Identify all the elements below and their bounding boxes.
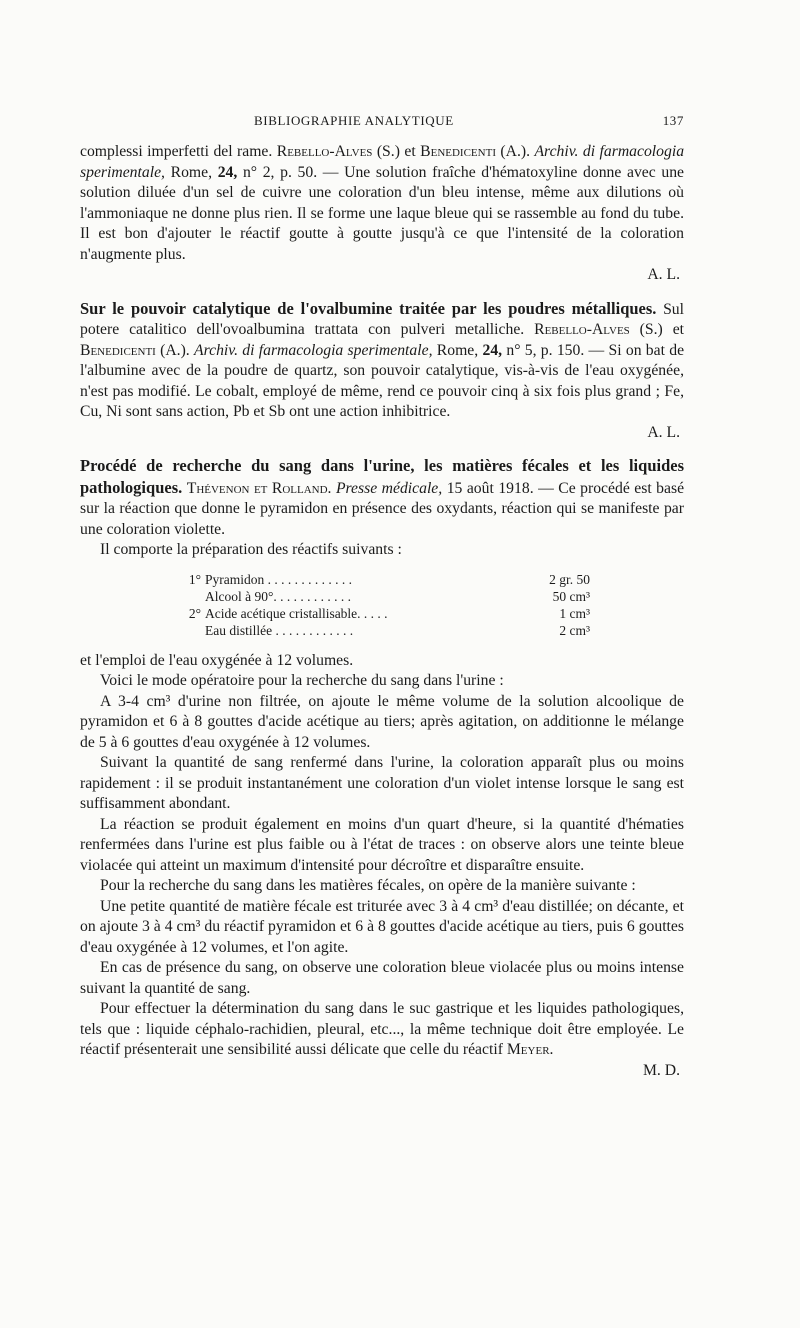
signature: A. L. [647,266,680,283]
volume: 24, [217,163,238,181]
running-header [80,113,684,133]
journal-title: Archiv. di farmacologia sperimentale, [80,143,685,181]
signature-line [80,1061,684,1082]
article-sang-urine: Procédé de recherche du sang dans l'urine, les matières fécales et les liquides pathologiques. Thévenon et Rolland. Presse médicale, 15 août 1918. — Ce procédé est basé sur la réaction que donne le pyramidon en présence des oxydants, réaction qui se manifeste par une coloration violette. [80,456,685,538]
page-body [80,142,684,1081]
header-title: BIBLIOGRAPHIE ANALYTIQUE [254,113,454,128]
reagent-list [80,571,684,639]
paragraph: En cas de présence du sang, on observe une coloration bleue violacée plus ou moins intense suivant la quantité de sang. [80,959,684,997]
author: Thévenon et Rolland. [186,479,332,497]
signature-line [80,265,684,286]
paragraph: Voici le mode opératoire pour la recherche du sang dans l'urine : [100,672,504,689]
signature-line [80,423,684,444]
volume: 24, [482,341,503,359]
paragraph: et l'emploi de l'eau oxygénée à 12 volumes. [80,651,354,669]
signature: M. D. [642,1061,680,1079]
reagent-row: Alcool à 90°. . . . . . . . . . . . 50 cm³ [205,588,590,604]
article-catalytique: Sur le pouvoir catalytique de l'ovalbumine traitée par les poudres métalliques. Sul potere catalitico dell'ovoalbumina trattata con pulveri metalliche. Rebello-Alves (S.) et Benedicenti (A.). Archiv. di farmacologia sperimentale, Rome, 24, n° 5, p. 150. — Si on bat de l'albumine avec de la poudre de quartz, son pouvoir catalytique, vis-à-vis de l'eau oxygénée, n'est pas modifié. Le cobalt, employé de même, rend ce pouvoir cinq à six fois plus grand ; Fe, Cu, Ni sont sans action, Pb et Sb ont une action inhibitrice. [80,298,685,420]
paragraph-last: Pour effectuer la détermination du sang dans le suc gastrique et les liquides pathologiques, tels que : liquide céphalo-rachidien, pleural, etc..., la même technique doit être employée. Le réactif présenterait une sensibilité aussi délicate que celle du réactif Meyer. [80,1000,684,1058]
journal-title: Presse médicale, [335,479,443,497]
signature: A. L. [647,423,680,441]
article-title: Sur le pouvoir catalytique de l'ovalbumine traitée par les poudres métalliques. [80,298,657,318]
paragraph-continuation: complessi imperfetti del rame. Rebello-Alves (S.) et Benedicenti (A.). Archiv. di farmacologia sperimentale, Rome, 24, n° 2, p. 50. — Une solution fraîche d'hématoxyline donne avec une solution diluée d'un sel de cuivre une coloration d'un bleu intense, même aux dilutions où l'ammoniaque ne donne plus rien. Il se forme une laque bleue qui se rassemble au fond du tube. Il est bon d'ajouter le réactif goutte à goutte jusqu'à ce que l'intensité de la coloration n'augmente plus. [80,143,685,263]
paragraph: La réaction se produit également en moins d'un quart d'heure, si la quantité d'hématies renfermées dans l'urine est plus faible ou à l'état de traces : on observe alors une teinte bleue violacée qui atteint un maximum d'intensité pour décroître et disparaître ensuite. [80,815,684,874]
reagent-row: Eau distillée . . . . . . . . . . . . 2 cm³ [205,622,590,638]
paragraph: Pour la recherche du sang dans les matières fécales, on opère de la manière suivante : [100,877,636,894]
author: Meyer. [506,1041,554,1058]
reagent-row: 2° Acide acétique cristallisable. . . . . 1 cm³ [188,605,590,621]
paragraph: Suivant la quantité de sang renfermé dans l'urine, la coloration apparaît plus ou moins rapidement : il se produit instantanément une coloration d'un violet intense lorsque le sang est suffisamment abondant. [80,754,684,812]
reagent-row: 1° Pyramidon . . . . . . . . . . . . . 2 gr. 50 [188,571,590,587]
author: Benedicenti (A.). [420,143,531,160]
paragraph: Il comporte la préparation des réactifs suivants : [100,541,402,558]
author: Benedicenti (A.). [80,341,190,359]
journal-title: Archiv. di farmacologia sperimentale, [194,341,433,359]
author: Rebello-Alves (S.) [276,143,400,160]
paragraph: A 3-4 cm³ d'urine non filtrée, on ajoute le même volume de la solution alcoolique de pyramidon et 6 à 8 gouttes d'acide acétique au tiers; après agitation, on additionne le mélange de 5 à 6 gouttes d'eau oxygénée à 12 volumes. [80,692,684,751]
article-title: Procédé de recherche du sang dans l'urine, les matières fécales et les liquides pathologiques. [80,456,684,497]
page-number: 137 [662,113,684,128]
paragraph: Une petite quantité de matière fécale est triturée avec 3 à 4 cm³ d'eau distillée; on décante, et on ajoute 3 à 4 cm³ du réactif pyramidon et 6 à 8 gouttes d'acide acétique au tiers, puis 6 gouttes d'eau oxygénée à 12 volumes, et l'on agite. [80,897,684,956]
author: Rebello-Alves (S.) [534,321,663,338]
